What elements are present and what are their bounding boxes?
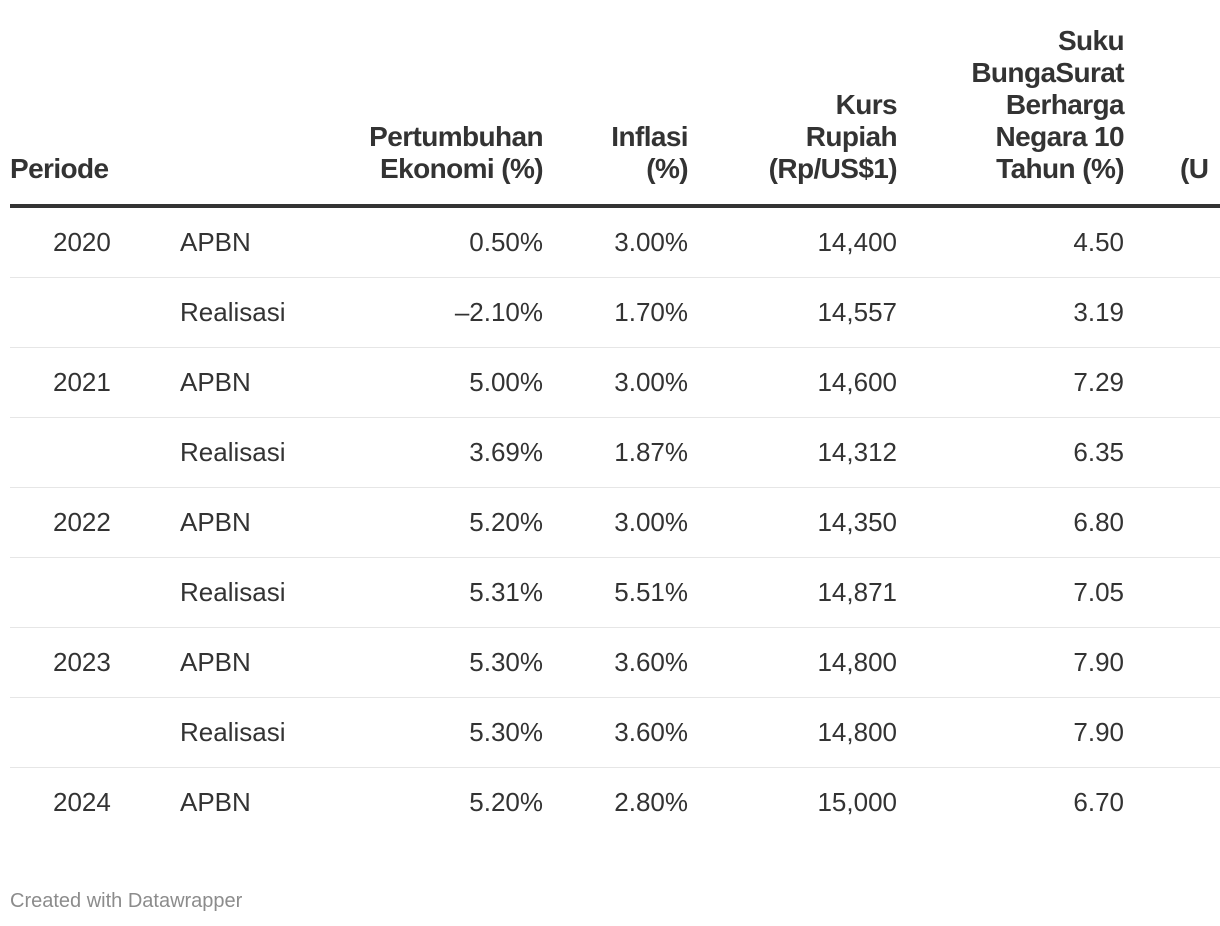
cell-inflasi: 3.00% — [543, 348, 688, 418]
cell-pertumbuhan: 0.50% — [340, 206, 543, 278]
cell-kurs: 14,557 — [688, 278, 897, 348]
cell-pertumbuhan: 5.30% — [340, 628, 543, 698]
header-inflasi — [543, 0, 688, 206]
cell-inflasi: 3.60% — [543, 628, 688, 698]
header-jenis — [180, 0, 340, 206]
header-inflasi-line2: (%) — [646, 153, 688, 184]
cell-pertumbuhan: 5.31% — [340, 558, 543, 628]
header-suku-line1: Suku — [1057, 25, 1124, 56]
table-row — [10, 206, 1220, 278]
table-row — [10, 488, 1220, 558]
cell-kurs: 14,800 — [688, 698, 897, 768]
cell-inflasi: 3.00% — [543, 206, 688, 278]
cell-suku-bunga: 6.80 — [897, 488, 1124, 558]
cell-kurs: 14,400 — [688, 206, 897, 278]
cell-pertumbuhan: 5.00% — [340, 348, 543, 418]
cell-inflasi: 1.87% — [543, 418, 688, 488]
cell-inflasi: 1.70% — [543, 278, 688, 348]
cell-jenis: APBN — [180, 206, 340, 278]
table-header — [10, 0, 1220, 206]
cell-jenis: Realisasi — [180, 558, 340, 628]
cell-inflasi: 5.51% — [543, 558, 688, 628]
cell-extra — [1124, 628, 1220, 698]
header-inflasi-line1: Inflasi — [611, 121, 688, 152]
data-table — [10, 0, 1220, 837]
cell-inflasi: 3.60% — [543, 698, 688, 768]
header-suku-line2: BungaSurat — [971, 57, 1124, 88]
cell-jenis: APBN — [180, 628, 340, 698]
cell-inflasi: 3.00% — [543, 488, 688, 558]
table-row — [10, 278, 1220, 348]
cell-extra — [1124, 698, 1220, 768]
cell-jenis: APBN — [180, 787, 251, 817]
cell-suku-bunga: 7.05 — [897, 558, 1124, 628]
cell-extra — [1124, 488, 1220, 558]
footer-credit: Created with Datawrapper — [10, 890, 243, 912]
cell-kurs: 15,000 — [817, 787, 897, 817]
cell-extra — [1124, 348, 1220, 418]
cell-suku-bunga: 6.70 — [1073, 787, 1124, 817]
header-row — [10, 0, 1220, 206]
cell-jenis: APBN — [180, 348, 340, 418]
header-suku-line5: Tahun (%) — [996, 153, 1124, 184]
header-pertumbuhan — [340, 0, 543, 206]
header-extra-text: (U — [1180, 153, 1209, 184]
cell-suku-bunga: 7.90 — [897, 698, 1124, 768]
cell-jenis: APBN — [180, 488, 340, 558]
table-row — [10, 698, 1220, 768]
cell-jenis: Realisasi — [180, 418, 340, 488]
header-extra — [1124, 0, 1220, 206]
header-suku-bunga — [897, 0, 1124, 206]
cell-pertumbuhan: 5.20% — [469, 787, 543, 817]
cell-pertumbuhan: 5.30% — [340, 698, 543, 768]
cell-suku-bunga: 6.35 — [897, 418, 1124, 488]
cell-periode — [10, 418, 180, 488]
data-table-wrapper — [10, 0, 1220, 837]
cell-inflasi: 2.80% — [614, 787, 688, 817]
cell-kurs: 14,312 — [688, 418, 897, 488]
header-pertumbuhan-line2: Ekonomi (%) — [380, 153, 543, 184]
header-periode: Periode — [10, 0, 180, 206]
table-body — [10, 206, 1220, 837]
cell-suku-bunga: 4.50 — [897, 206, 1124, 278]
cell-kurs: 14,350 — [688, 488, 897, 558]
cell-pertumbuhan: –2.10% — [340, 278, 543, 348]
cell-suku-bunga: 7.90 — [897, 628, 1124, 698]
cell-extra — [1124, 768, 1220, 838]
cell-kurs: 14,871 — [688, 558, 897, 628]
table-row — [10, 558, 1220, 628]
cell-extra — [1124, 278, 1220, 348]
cell-extra — [1124, 558, 1220, 628]
header-suku-line4: Negara 10 — [995, 121, 1124, 152]
cell-jenis: Realisasi — [180, 278, 340, 348]
header-pertumbuhan-line1: Pertumbuhan — [369, 121, 543, 152]
table-row — [10, 628, 1220, 698]
cell-kurs: 14,800 — [688, 628, 897, 698]
cell-periode — [10, 278, 180, 348]
cell-pertumbuhan: 5.20% — [340, 488, 543, 558]
cell-extra — [1124, 206, 1220, 278]
header-kurs-line1: Kurs — [835, 89, 897, 120]
cell-periode: 2020 — [10, 206, 180, 278]
cell-periode: 2022 — [10, 488, 180, 558]
header-suku-line3: Berharga — [1005, 89, 1124, 120]
table-row — [10, 768, 1220, 838]
table-row — [10, 418, 1220, 488]
cell-periode: 2021 — [10, 348, 180, 418]
header-kurs-line2: Rupiah — [805, 121, 897, 152]
cell-extra — [1124, 418, 1220, 488]
cell-periode: 2023 — [10, 628, 180, 698]
cell-kurs: 14,600 — [688, 348, 897, 418]
cell-suku-bunga: 3.19 — [897, 278, 1124, 348]
cell-pertumbuhan: 3.69% — [340, 418, 543, 488]
table-row — [10, 348, 1220, 418]
cell-periode — [10, 558, 180, 628]
cell-suku-bunga: 7.29 — [897, 348, 1124, 418]
header-kurs — [688, 0, 897, 206]
cell-periode — [10, 698, 180, 768]
cell-periode: 2024 — [53, 787, 111, 817]
header-kurs-line3: (Rp/US$1) — [768, 153, 897, 184]
cell-jenis: Realisasi — [180, 698, 340, 768]
